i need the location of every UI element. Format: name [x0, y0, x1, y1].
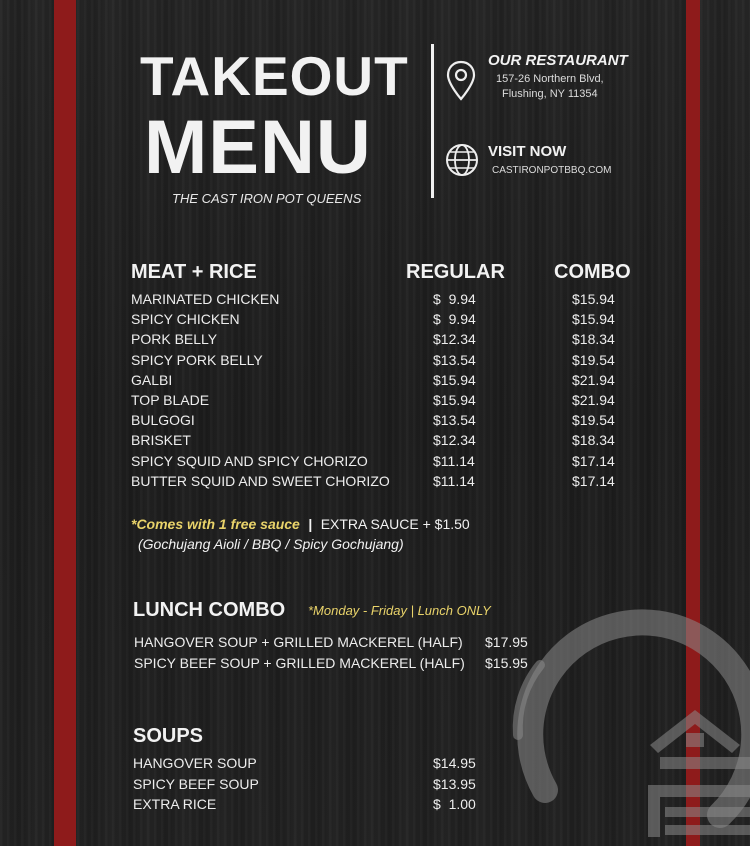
regular-price: $15.94 — [433, 371, 476, 388]
lunch-combo-heading: LUNCH COMBO — [133, 599, 286, 621]
item-name: BUTTER SQUID AND SWEET CHORIZO — [131, 472, 390, 489]
combo-column-heading: COMBO — [554, 261, 631, 283]
header-divider — [431, 44, 434, 198]
item-name: GALBI — [131, 371, 173, 388]
regular-price: $11.14 — [433, 472, 475, 489]
item-price: $ 1.00 — [433, 796, 476, 812]
regular-price: $15.94 — [433, 392, 476, 408]
regular-price: $12.34 — [433, 432, 476, 449]
item-name: BRISKET — [131, 432, 191, 449]
sauce-note — [131, 516, 470, 534]
combo-price: $15.94 — [572, 311, 615, 328]
item-price: $13.95 — [433, 775, 476, 792]
regular-price: $11.14 — [433, 452, 475, 469]
globe-icon — [445, 143, 479, 177]
regular-column-heading: REGULAR — [406, 261, 505, 283]
item-price: $17.95 — [485, 634, 528, 650]
item-name: HANGOVER SOUP — [133, 755, 257, 771]
title-menu: MENU — [144, 105, 372, 190]
lunch-availability-note: *Monday - Friday | Lunch ONLY — [308, 603, 491, 618]
item-name: HANGOVER SOUP + GRILLED MACKEREL (HALF) — [134, 634, 463, 650]
combo-price: $18.34 — [572, 432, 615, 449]
location-pin-icon — [446, 60, 476, 102]
restaurant-subtitle: THE CAST IRON POT QUEENS — [172, 191, 362, 206]
regular-price: $ 9.94 — [433, 291, 476, 307]
combo-price: $15.94 — [572, 291, 615, 307]
visit-now-label: VISIT NOW — [488, 143, 567, 160]
item-name: PORK BELLY — [131, 331, 218, 348]
item-name: SPICY PORK BELLY — [131, 351, 263, 368]
combo-price: $17.14 — [572, 452, 615, 469]
item-name: TOP BLADE — [131, 392, 210, 408]
item-name: SPICY SQUID AND SPICY CHORIZO — [131, 452, 368, 469]
combo-price: $19.54 — [572, 412, 615, 429]
combo-price: $18.34 — [572, 331, 615, 348]
combo-price: $21.94 — [572, 392, 615, 408]
item-name: SPICY CHICKEN — [131, 311, 240, 328]
item-price: $14.95 — [433, 755, 476, 771]
combo-price: $19.54 — [572, 351, 615, 368]
combo-price: $21.94 — [572, 371, 615, 388]
regular-price: $13.54 — [433, 412, 476, 429]
regular-price: $13.54 — [433, 351, 476, 368]
cast-iron-pot-logo-icon — [500, 585, 750, 846]
note-separator: | — [308, 516, 313, 532]
meat-rice-heading: MEAT + RICE — [131, 261, 257, 283]
address-line-1: 157-26 Northern Blvd, — [496, 73, 604, 85]
item-name: EXTRA RICE — [133, 796, 217, 812]
free-sauce-note: *Comes with 1 free sauce — [131, 516, 300, 532]
item-name: SPICY BEEF SOUP + GRILLED MACKEREL (HALF) — [134, 655, 465, 671]
item-name: BULGOGI — [131, 412, 195, 429]
soups-heading: SOUPS — [133, 725, 204, 747]
our-restaurant-label: OUR RESTAURANT — [488, 52, 628, 69]
left-red-stripe — [54, 0, 76, 846]
regular-price: $12.34 — [433, 331, 476, 348]
title-takeout: TAKEOUT — [140, 45, 409, 107]
website-link[interactable]: CASTIRONPOTBBQ.COM — [492, 165, 612, 176]
address-line-2: Flushing, NY 11354 — [502, 88, 598, 100]
item-name: SPICY BEEF SOUP — [133, 775, 259, 792]
item-name: MARINATED CHICKEN — [131, 291, 280, 307]
combo-price: $17.14 — [572, 472, 615, 489]
item-price: $15.95 — [485, 655, 528, 671]
sauce-options: (Gochujang Aioli / BBQ / Spicy Gochujang) — [138, 536, 404, 552]
regular-price: $ 9.94 — [433, 311, 476, 328]
extra-sauce-note: EXTRA SAUCE + $1.50 — [320, 516, 470, 532]
